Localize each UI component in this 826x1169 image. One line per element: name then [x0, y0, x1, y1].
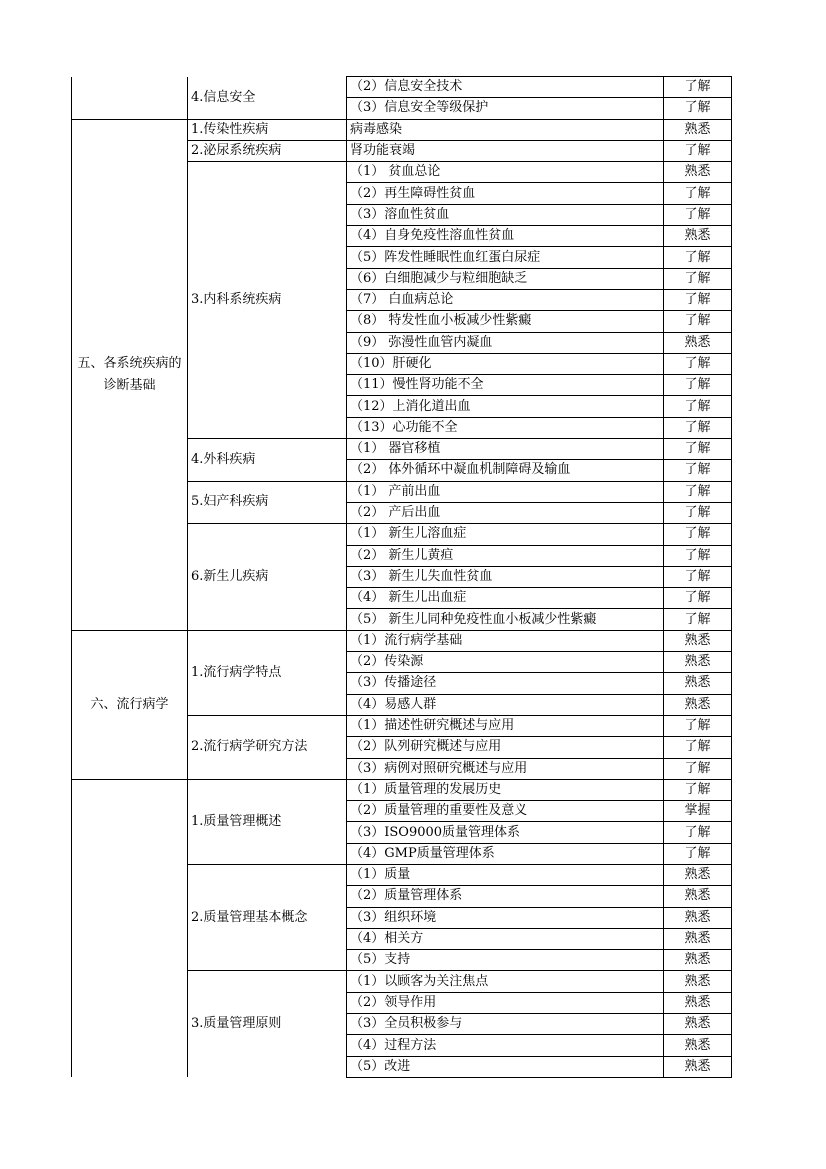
item-text: （3）组织环境: [347, 907, 664, 928]
requirement-level: 了解: [664, 715, 732, 736]
item-text: （3） 新生儿失血性贫血: [347, 566, 664, 587]
item-text: （3）ISO9000质量管理体系: [347, 822, 664, 843]
requirement-level: 了解: [664, 737, 732, 758]
requirement-level: 了解: [664, 566, 732, 587]
item-text: （8） 特发性血小板减少性紫癜: [347, 311, 664, 332]
requirement-level: 了解: [664, 204, 732, 225]
table-row: [72, 779, 732, 800]
item-text: （5）阵发性睡眠性血红蛋白尿症: [347, 247, 664, 268]
item-text: （3）溶血性贫血: [347, 204, 664, 225]
requirement-level: 熟悉: [664, 864, 732, 885]
requirement-level: 了解: [664, 460, 732, 481]
topic-name: 3.内科系统疾病: [188, 162, 347, 439]
requirement-level: 了解: [664, 481, 732, 502]
item-text: （2）队列研究概述与应用: [347, 737, 664, 758]
requirement-level: 了解: [664, 417, 732, 438]
item-text: （5）改进: [347, 1056, 664, 1077]
topic-name: 2.质量管理基本概念: [188, 864, 347, 970]
topic-name: 1.传染性疾病: [188, 119, 347, 140]
topic-name: 2.流行病学研究方法: [188, 715, 347, 779]
requirement-level: 熟悉: [664, 928, 732, 949]
requirement-level: 了解: [664, 140, 732, 161]
requirement-level: 了解: [664, 98, 732, 119]
topic-name: 5.妇产科疾病: [188, 481, 347, 524]
topic-name: 1.流行病学特点: [188, 630, 347, 715]
item-text: （1）描述性研究概述与应用: [347, 715, 664, 736]
requirement-level: 了解: [664, 77, 732, 98]
requirement-level: 了解: [664, 396, 732, 417]
requirement-level: 了解: [664, 439, 732, 460]
item-text: （10）肝硬化: [347, 353, 664, 374]
item-text: （2） 产后出血: [347, 502, 664, 523]
item-text: （5）支持: [347, 950, 664, 971]
item-text: （2）领导作用: [347, 992, 664, 1013]
item-text: （1） 器官移植: [347, 439, 664, 460]
item-text: （2）质量管理的重要性及意义: [347, 801, 664, 822]
requirement-level: 了解: [664, 502, 732, 523]
item-text: （12）上消化道出血: [347, 396, 664, 417]
item-text: （4）GMP质量管理体系: [347, 843, 664, 864]
requirement-level: 熟悉: [664, 886, 732, 907]
table-row: [72, 119, 732, 140]
topic-name: 4.外科疾病: [188, 439, 347, 482]
item-text: （1）以顾客为关注焦点: [347, 971, 664, 992]
requirement-level: 熟悉: [664, 1035, 732, 1056]
requirement-level: 了解: [664, 353, 732, 374]
table-row: [72, 630, 732, 651]
requirement-level: 熟悉: [664, 950, 732, 971]
requirement-level: 了解: [664, 822, 732, 843]
syllabus-table: [71, 76, 732, 1078]
item-text: （4）相关方: [347, 928, 664, 949]
section-title: 六、流行病学: [72, 630, 188, 779]
item-text: （9） 弥漫性血管内凝血: [347, 332, 664, 353]
requirement-level: 了解: [664, 311, 732, 332]
item-text: （1） 新生儿溶血症: [347, 524, 664, 545]
item-text: （4） 新生儿出血症: [347, 588, 664, 609]
requirement-level: 熟悉: [664, 694, 732, 715]
requirement-level: 熟悉: [664, 971, 732, 992]
item-text: （2）传染源: [347, 652, 664, 673]
item-text: （7） 白血病总论: [347, 289, 664, 310]
requirement-level: 熟悉: [664, 992, 732, 1013]
requirement-level: 熟悉: [664, 226, 732, 247]
requirement-level: 了解: [664, 609, 732, 630]
item-text: （1） 贫血总论: [347, 162, 664, 183]
topic-name: 4.信息安全: [188, 77, 347, 120]
requirement-level: 了解: [664, 524, 732, 545]
item-text: （1）流行病学基础: [347, 630, 664, 651]
requirement-level: 了解: [664, 843, 732, 864]
topic-name: 6.新生儿疾病: [188, 524, 347, 630]
item-text: （2） 体外循环中凝血机制障碍及输血: [347, 460, 664, 481]
item-text: 肾功能衰竭: [347, 140, 664, 161]
requirement-level: 了解: [664, 268, 732, 289]
item-text: （2） 新生儿黄疸: [347, 545, 664, 566]
section-title: [72, 779, 188, 1077]
requirement-level: 熟悉: [664, 630, 732, 651]
table-row: [72, 77, 732, 98]
item-text: （4）易感人群: [347, 694, 664, 715]
requirement-level: 熟悉: [664, 1056, 732, 1077]
section-title: [72, 77, 188, 120]
item-text: （4）过程方法: [347, 1035, 664, 1056]
item-text: （1）质量: [347, 864, 664, 885]
requirement-level: 熟悉: [664, 332, 732, 353]
section-title: 五、各系统疾病的诊断基础: [72, 119, 188, 630]
requirement-level: 了解: [664, 758, 732, 779]
item-text: （3）病例对照研究概述与应用: [347, 758, 664, 779]
item-text: （3）信息安全等级保护: [347, 98, 664, 119]
item-text: （4）自身免疫性溶血性贫血: [347, 226, 664, 247]
item-text: （3）传播途径: [347, 673, 664, 694]
requirement-level: 了解: [664, 183, 732, 204]
requirement-level: 了解: [664, 588, 732, 609]
item-text: （2）再生障碍性贫血: [347, 183, 664, 204]
item-text: （1）质量管理的发展历史: [347, 779, 664, 800]
item-text: （1） 产前出血: [347, 481, 664, 502]
requirement-level: 熟悉: [664, 162, 732, 183]
item-text: （5） 新生儿同种免疫性血小板减少性紫癜: [347, 609, 664, 630]
item-text: （2）质量管理体系: [347, 886, 664, 907]
item-text: 病毒感染: [347, 119, 664, 140]
requirement-level: 熟悉: [664, 652, 732, 673]
requirement-level: 熟悉: [664, 673, 732, 694]
item-text: （13）心功能不全: [347, 417, 664, 438]
item-text: （3）全员积极参与: [347, 1014, 664, 1035]
requirement-level: 了解: [664, 289, 732, 310]
item-text: （11）慢性肾功能不全: [347, 375, 664, 396]
requirement-level: 了解: [664, 779, 732, 800]
item-text: （6）白细胞减少与粒细胞缺乏: [347, 268, 664, 289]
item-text: （2）信息安全技术: [347, 77, 664, 98]
topic-name: 1.质量管理概述: [188, 779, 347, 864]
requirement-level: 熟悉: [664, 907, 732, 928]
requirement-level: 了解: [664, 545, 732, 566]
topic-name: 3.质量管理原则: [188, 971, 347, 1077]
topic-name: 2.泌尿系统疾病: [188, 140, 347, 161]
syllabus-table-body: [72, 77, 732, 1078]
requirement-level: 了解: [664, 247, 732, 268]
requirement-level: 掌握: [664, 801, 732, 822]
requirement-level: 了解: [664, 375, 732, 396]
requirement-level: 熟悉: [664, 1014, 732, 1035]
requirement-level: 熟悉: [664, 119, 732, 140]
